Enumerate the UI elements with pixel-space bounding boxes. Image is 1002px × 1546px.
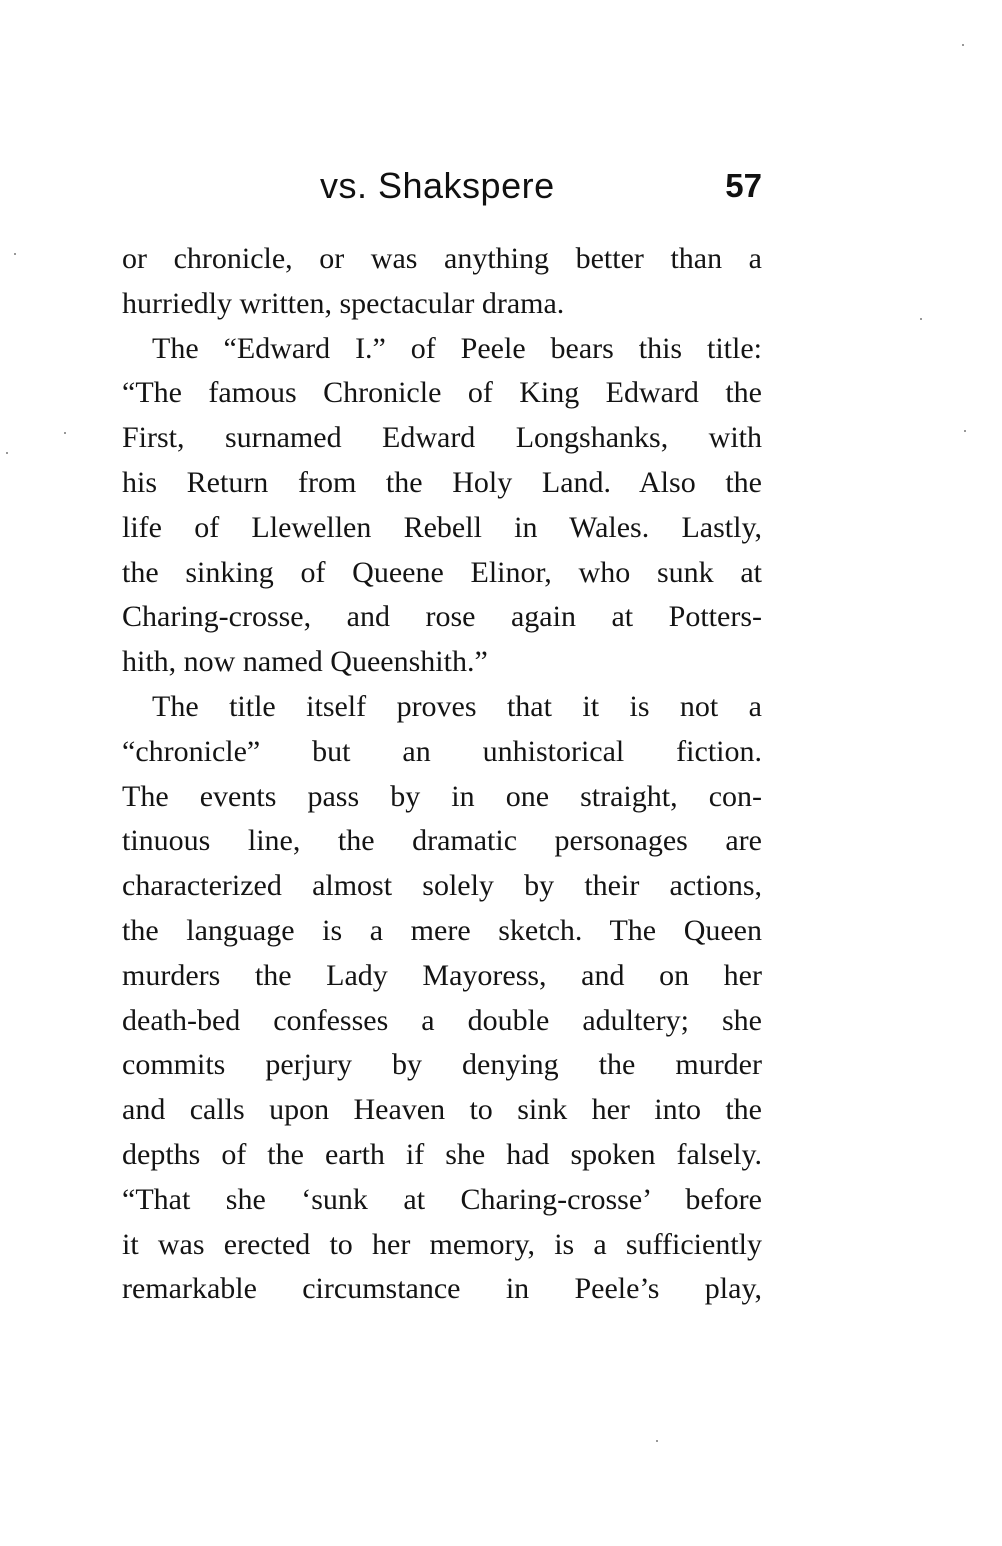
text-line: it was erected to her memory, is a sufficiently [122, 1227, 762, 1261]
text-line: hith, now named Queenshith.” [122, 645, 488, 679]
text-line: The title itself proves that it is not a [152, 689, 762, 723]
text-line: Charing-crosse, and rose again at Potters- [122, 600, 762, 634]
text-line: the sinking of Queene Elinor, who sunk at [122, 555, 762, 589]
text-line: life of Llewellen Rebell in Wales. Lastly, [122, 510, 762, 544]
text-line: and calls upon Heaven to sink her into the [122, 1093, 762, 1127]
page-number: 57 [725, 167, 762, 204]
scan-speck [14, 253, 16, 255]
scan-speck [656, 1440, 658, 1442]
running-title: vs. Shakspere [320, 165, 555, 206]
scan-speck [920, 318, 922, 320]
scan-speck [962, 44, 964, 46]
text-line: tinuous line, the dramatic personages are [122, 824, 762, 858]
text-line: “The famous Chronicle of King Edward the [122, 376, 762, 410]
text-line: death-bed confesses a double adultery; she [122, 1003, 762, 1037]
text-line: characterized almost solely by their actions, [122, 869, 762, 903]
scan-speck [64, 432, 66, 434]
running-head [122, 162, 762, 212]
text-line: “That she ‘sunk at Charing-crosse’ before [122, 1182, 762, 1216]
text-line: The “Edward I.” of Peele bears this title: [152, 331, 762, 365]
text-line: his Return from the Holy Land. Also the [122, 465, 762, 499]
scan-speck [6, 452, 8, 454]
text-line: or chronicle, or was anything better than a [122, 242, 762, 275]
text-line: “chronicle” but an unhistorical fiction. [122, 734, 762, 768]
scan-speck [964, 430, 966, 432]
text-line: commits perjury by denying the murder [122, 1048, 762, 1082]
text-line: depths of the earth if she had spoken falsely. [122, 1137, 762, 1171]
body-text [122, 237, 762, 1312]
text-line: hurriedly written, spectacular drama. [122, 286, 565, 320]
text-line: First, surnamed Edward Longshanks, with [122, 421, 762, 455]
text-line: remarkable circumstance in Peele’s play, [122, 1272, 762, 1306]
text-line: murders the Lady Mayoress, and on her [122, 958, 762, 992]
text-line: the language is a mere sketch. The Queen [122, 913, 762, 947]
text-line: The events pass by in one straight, con- [122, 779, 762, 813]
